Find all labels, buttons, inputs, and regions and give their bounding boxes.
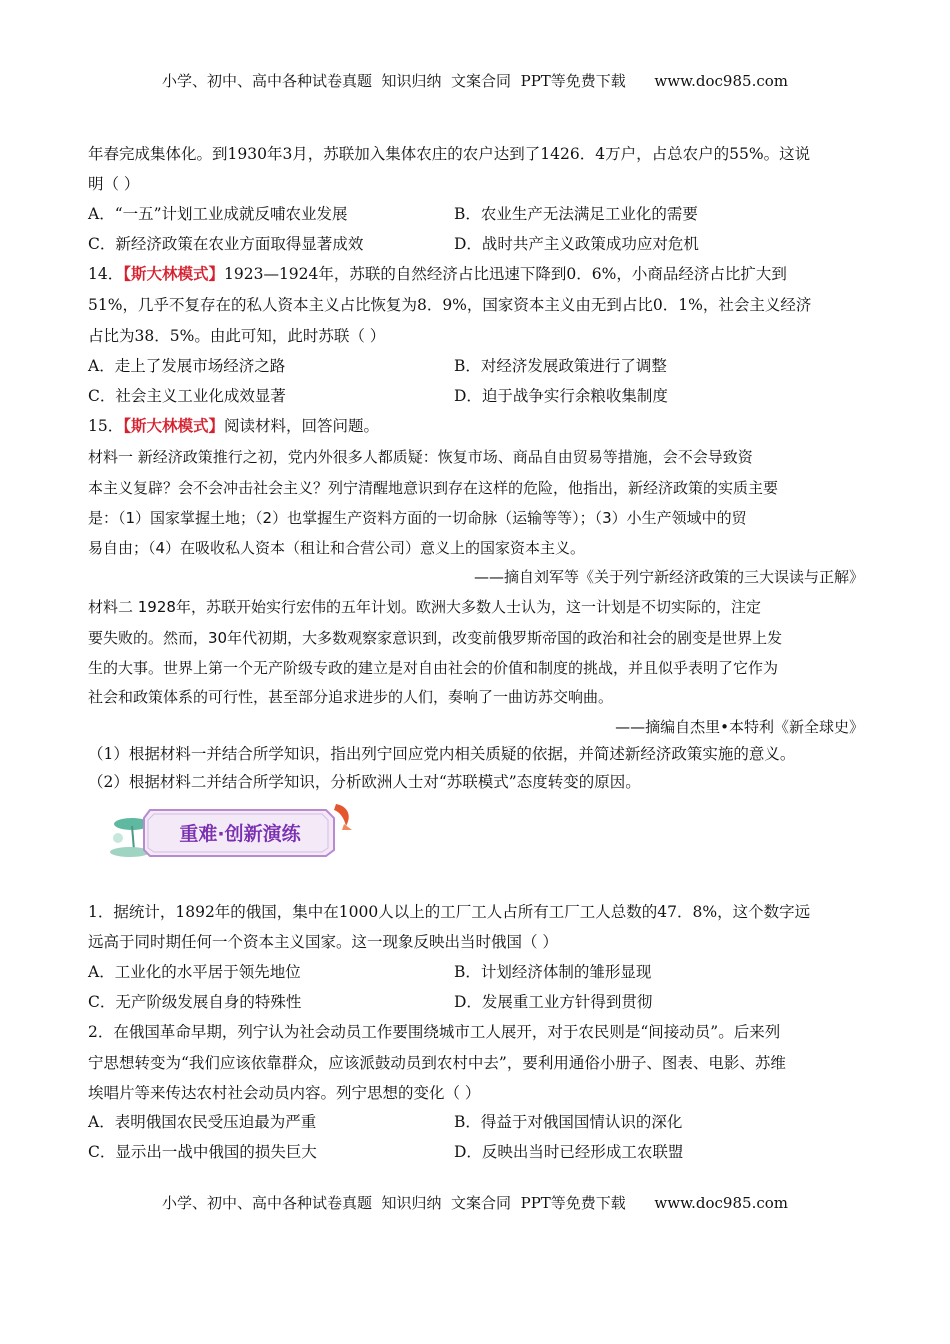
material-1-source: ——摘自刘军等《关于列宁新经济政策的三大误读与正解》	[473, 568, 864, 586]
material-2-line: 生的大事。世界上第一个无产阶级专政的建立是对自由社会的价值和制度的挑战，并且似乎表明了它作为	[88, 659, 779, 677]
material-2-line: 社会和政策体系的可行性，甚至部分追求进步的人们，奏响了一曲访苏交响曲。	[88, 688, 614, 706]
p2-line: 宁思想转变为“我们应该依靠群众，应该派鼓动员到农村中去”，要利用通俗小册子、图表、电影、苏维	[88, 1054, 786, 1072]
q14-line: 51%，几乎不复存在的私人资本主义占比恢复为8．9%，国家资本主义由无到占比0．1%，社会主义经济	[88, 296, 812, 314]
material-1-line: 是：（1）国家掌握土地；（2）也掌握生产资料方面的一切命脉（运输等等）；（3）小生产领域中的贸	[88, 509, 747, 527]
q15-stem-line	[88, 415, 379, 437]
p1-option-c: C．无产阶级发展自身的特殊性	[88, 993, 302, 1011]
q14-option-d: D．迫于战争实行余粮收集制度	[454, 387, 668, 405]
q15-subquestion-2: （2）根据材料二并结合所学知识，分析欧洲人士对“苏联模式”态度转变的原因。	[88, 773, 641, 791]
banner-title: 重难·创新演练	[179, 823, 301, 845]
material-1-line: 易自由；（4）在吸收私人资本（租让和合营公司）意义上的国家资本主义。	[88, 539, 586, 557]
q14-stem-line	[88, 263, 787, 285]
q15-tag: 【斯大林模式】	[123, 416, 224, 435]
material-2-line: 材料二 1928年，苏联开始实行宏伟的五年计划。欧洲大多数人士认为，这一计划是不切实际的，注定	[88, 598, 761, 616]
p1-line: 1．据统计，1892年的俄国，集中在1000人以上的工厂工人占所有工厂工人总数的47．8%，这个数字远	[88, 903, 811, 921]
q15-number: 15．	[88, 417, 124, 435]
q15-subquestion-1: （1）根据材料一并结合所学知识，指出列宁回应党内相关质疑的依据，并简述新经济政策实施的意义。	[88, 745, 796, 763]
q14-number: 14．	[88, 265, 124, 283]
material-1-line: 材料一 新经济政策推行之初，党内外很多人都质疑：恢复市场、商品自由贸易等措施，会不会导致资	[88, 448, 753, 466]
q13-option-a: A．“一五”计划工业成就反哺农业发展	[88, 205, 348, 223]
q14-option-c: C．社会主义工业化成效显著	[88, 387, 286, 405]
p2-option-b: B．得益于对俄国国情认识的深化	[454, 1113, 683, 1131]
banner-graphic	[108, 800, 358, 862]
q14-option-b: B．对经济发展政策进行了调整	[454, 357, 667, 375]
q13-option-b: B．农业生产无法满足工业化的需要	[454, 205, 698, 223]
page-footer: 小学、初中、高中各种试卷真题 知识归纳 文案合同 PPT等免费下载 www.doc985.com	[161, 1194, 788, 1212]
p2-line: 埃唱片等来传达农村社会动员内容。列宁思想的变化（ ）	[88, 1084, 481, 1102]
p2-option-d: D．反映出当时已经形成工农联盟	[454, 1143, 684, 1161]
q13-line: 年春完成集体化。到1930年3月，苏联加入集体农庄的农户达到了1426．4万户，占总农户的55%。这说	[88, 145, 811, 163]
p1-line: 远高于同时期任何一个资本主义国家。这一现象反映出当时俄国（ ）	[88, 933, 558, 951]
q15-intro: 阅读材料，回答问题。	[224, 417, 380, 435]
material-2-source: ——摘编自杰里•本特利《新全球史》	[615, 718, 864, 736]
p1-option-b: B．计划经济体制的雏形显现	[454, 963, 652, 981]
p2-line: 2．在俄国革命早期，列宁认为社会动员工作要围绕城市工人展开，对于农民则是“间接动员”。后来列	[88, 1023, 781, 1041]
p1-option-d: D．发展重工业方针得到贯彻	[454, 993, 653, 1011]
q13-option-c: C．新经济政策在农业方面取得显著成效	[88, 235, 364, 253]
q14-tag: 【斯大林模式】	[123, 264, 224, 283]
section-banner	[108, 800, 358, 862]
material-1-line: 本主义复辟？会不会冲击社会主义？列宁清醒地意识到存在这样的危险，他指出，新经济政策的实质主要	[88, 479, 779, 497]
q14-text: 1923—1924年，苏联的自然经济占比迅速下降到0．6%，小商品经济占比扩大到	[224, 265, 787, 283]
page-header: 小学、初中、高中各种试卷真题 知识归纳 文案合同 PPT等免费下载 www.doc985.com	[161, 72, 788, 90]
material-2-line: 要失败的。然而，30年代初期，大多数观察家意识到，改变前俄罗斯帝国的政治和社会的剧变是世界上发	[88, 629, 783, 647]
q14-option-a: A．走上了发展市场经济之路	[88, 357, 286, 375]
p2-option-a: A．表明俄国农民受压迫最为严重	[88, 1113, 317, 1131]
q13-option-d: D．战时共产主义政策成功应对危机	[454, 235, 699, 253]
q14-line: 占比为38．5%。由此可知，此时苏联（ ）	[88, 327, 386, 345]
p2-option-c: C．显示出一战中俄国的损失巨大	[88, 1143, 317, 1161]
p1-option-a: A．工业化的水平居于领先地位	[88, 963, 301, 981]
q13-line: 明（ ）	[88, 175, 140, 193]
